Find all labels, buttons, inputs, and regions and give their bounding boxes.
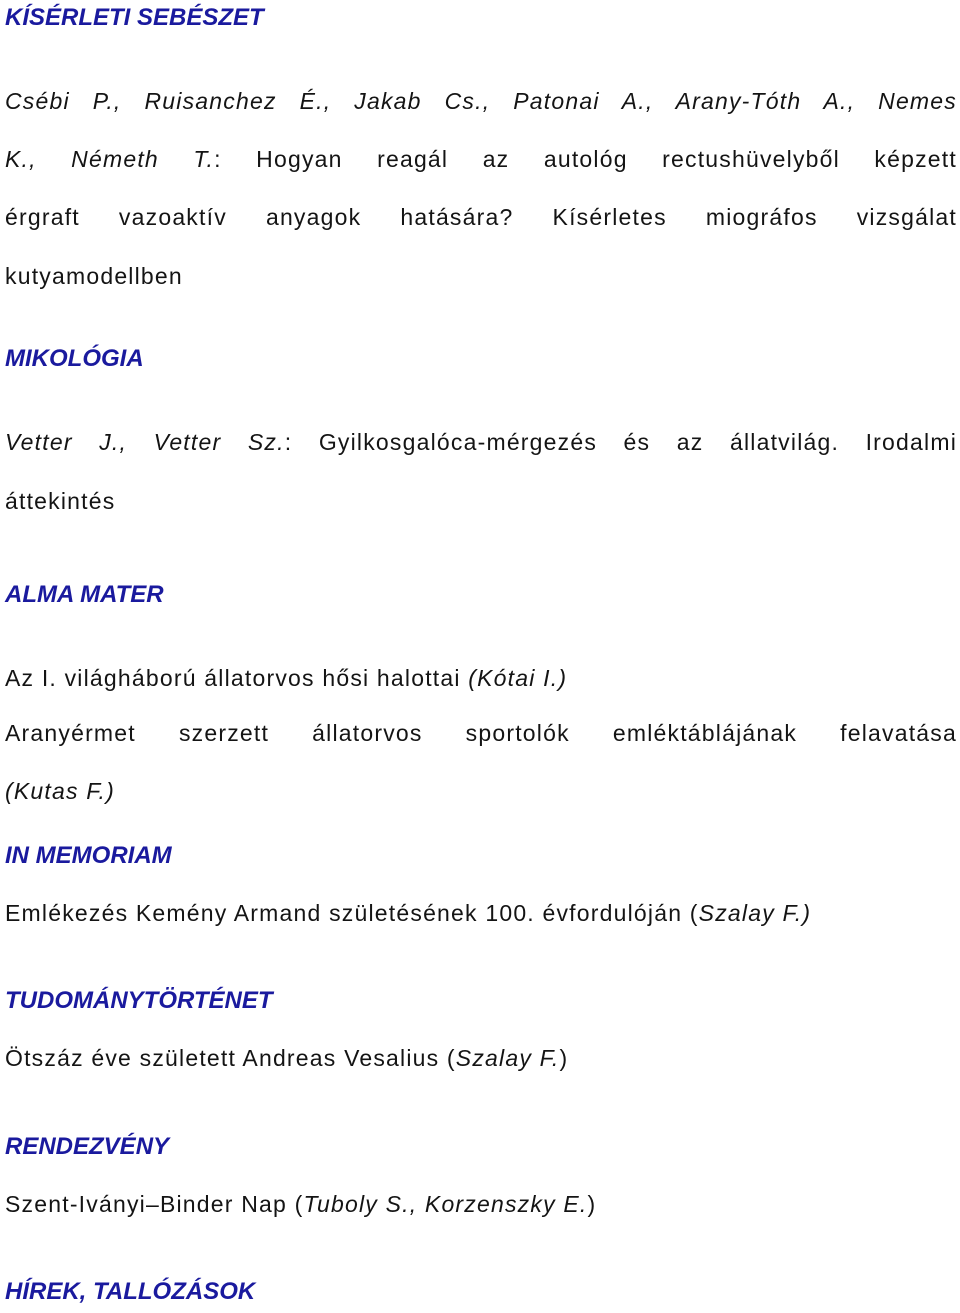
article-author: (Kutas F.) (5, 778, 115, 804)
article-line (5, 431, 957, 454)
section-heading-in-memoriam: IN MEMORIAM (5, 842, 172, 869)
article-line (5, 1193, 596, 1216)
article-line (5, 1047, 568, 1070)
section-heading-hirek-tallozasok: HÍREK, TALLÓZÁSOK (5, 1278, 256, 1305)
article-title-start: Hogyan reagál az autológ rectushüvelyből képzett (221, 146, 957, 172)
article-title-mid: érgraft vazoaktív anyagok hatására? Kísérletes miográfos vizsgálat (5, 204, 957, 230)
article-separator: : (214, 146, 222, 172)
article-title: Ötszáz éve született Andreas Vesalius ( (5, 1045, 456, 1071)
article-title-end: áttekintés (5, 488, 116, 514)
section-heading-mikologia: MIKOLÓGIA (5, 345, 144, 372)
article-title-start: Gyilkosgalóca-mérgezés és az állatvilág. Irodalmi (292, 429, 957, 455)
article-author: Tuboly S., Korzenszky E. (303, 1191, 588, 1217)
article-title: Az I. világháború állatorvos hősi halottai (5, 665, 469, 691)
article-separator: : (284, 429, 293, 455)
article-title: Aranyérmet szerzett állatorvos sportolók emléktáblájának felavatása (5, 720, 957, 746)
section-heading-rendezveny: RENDEZVÉNY (5, 1133, 170, 1160)
section-heading-alma-mater: ALMA MATER (5, 581, 164, 608)
article-author: (Kótai I.) (468, 665, 568, 691)
article-authors-line-1: Csébi P., Ruisanchez É., Jakab Cs., Patonai A., Arany-Tóth A., Nemes (5, 88, 957, 114)
article-line (5, 902, 811, 925)
article-line (5, 667, 567, 690)
article-authors: Vetter J., Vetter Sz. (5, 429, 285, 455)
article-close-paren: ) (559, 1045, 569, 1071)
article-title: Emlékezés Kemény Armand születésének 100. évfordulóján ( (5, 900, 699, 926)
article-title: Szent-Iványi–Binder Nap ( (5, 1191, 304, 1217)
section-heading-kiserleti-sebeszet: KÍSÉRLETI SEBÉSZET (5, 4, 264, 31)
article-title-end: kutyamodellben (5, 263, 183, 289)
section-heading-tudomanytortenet: TUDOMÁNYTÖRTÉNET (5, 987, 273, 1014)
article-line (5, 90, 957, 113)
article-author: Szalay F.) (698, 900, 812, 926)
article-close-paren: ) (587, 1191, 597, 1217)
article-line (5, 148, 957, 171)
article-author: Szalay F. (455, 1045, 560, 1071)
article-authors-line-2: K., Németh T. (5, 146, 215, 172)
